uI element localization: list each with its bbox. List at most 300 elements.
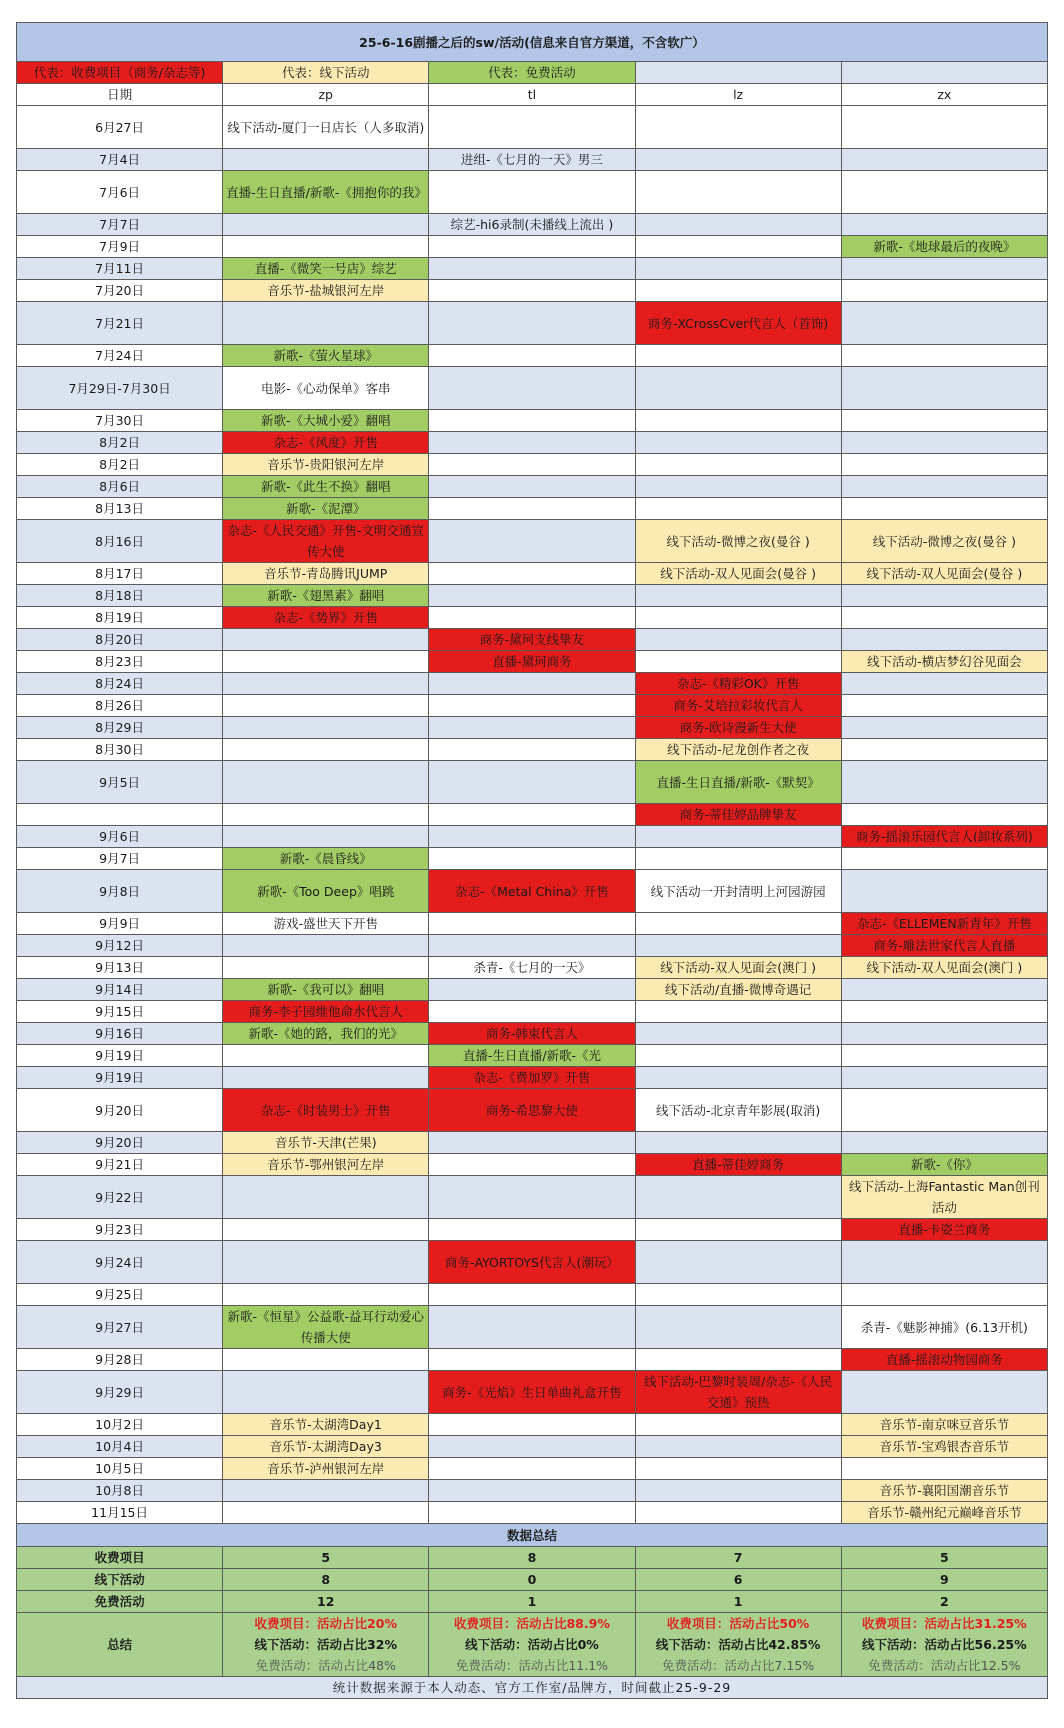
activity-cell: 线下活动-双人见面会(曼谷 ) (635, 563, 841, 585)
activity-cell: 杂志-《人民交通》开售-文明交通宣传大使 (223, 520, 429, 563)
legend-empty (841, 62, 1047, 84)
summary-value: 8 (223, 1569, 429, 1591)
total-paid: 收费项目：活动占比31.25% (862, 1616, 1027, 1631)
activity-cell (841, 1371, 1047, 1414)
activity-cell (429, 236, 635, 258)
activity-cell (635, 258, 841, 280)
activity-cell: 杀青-《魅影神捕》(6.13开机) (841, 1306, 1047, 1349)
activity-cell (429, 280, 635, 302)
summary-value: 5 (223, 1547, 429, 1569)
activity-cell (635, 1241, 841, 1284)
date-cell: 9月6日 (17, 826, 223, 848)
column-header-zp: zp (223, 84, 429, 106)
activity-cell (429, 171, 635, 214)
activity-cell (841, 717, 1047, 739)
activity-cell (841, 739, 1047, 761)
table-row (17, 739, 1048, 761)
legend-offline: 代表：线下活动 (223, 62, 429, 84)
activity-cell (635, 1023, 841, 1045)
activity-cell (223, 629, 429, 651)
activity-cell (841, 761, 1047, 804)
activity-cell (841, 695, 1047, 717)
date-cell: 9月16日 (17, 1023, 223, 1045)
activity-cell (429, 1306, 635, 1349)
total-paid: 收费项目：活动占比50% (666, 1616, 810, 1631)
date-cell: 9月28日 (17, 1349, 223, 1371)
table-row (17, 563, 1048, 585)
activity-cell: 直播-卡姿兰商务 (841, 1219, 1047, 1241)
activity-cell: 新歌-《翅黑素》翻唱 (223, 585, 429, 607)
activity-cell (429, 1414, 635, 1436)
activity-cell: 商务-XCrossCver代言人（首饰) (635, 302, 841, 345)
activity-cell (223, 1241, 429, 1284)
summary-value: 12 (223, 1591, 429, 1613)
activity-cell (841, 171, 1047, 214)
activity-cell (429, 1349, 635, 1371)
date-cell: 10月5日 (17, 1458, 223, 1480)
activity-cell (429, 432, 635, 454)
activity-cell (841, 1045, 1047, 1067)
date-cell: 8月17日 (17, 563, 223, 585)
legend-empty (635, 62, 841, 84)
table-row (17, 1306, 1048, 1349)
activity-cell: 线下活动-北京青年影展(取消) (635, 1089, 841, 1132)
table-row (17, 695, 1048, 717)
activity-cell: 直播-生日直播/新歌-《默契》 (635, 761, 841, 804)
activity-cell (841, 280, 1047, 302)
date-cell: 9月12日 (17, 935, 223, 957)
table-row (17, 258, 1048, 280)
table-row (17, 149, 1048, 171)
activity-cell (841, 498, 1047, 520)
activity-cell: 音乐节-南京咪豆音乐节 (841, 1414, 1047, 1436)
summary-label: 免费活动 (17, 1591, 223, 1613)
table-row (17, 935, 1048, 957)
column-header-tl: tl (429, 84, 635, 106)
activity-cell (429, 563, 635, 585)
activity-cell (635, 106, 841, 149)
activity-cell: 游戏-盛世天下开售 (223, 913, 429, 935)
activity-cell: 音乐节-贵阳银河左岸 (223, 454, 429, 476)
summary-value: 1 (635, 1591, 841, 1613)
table-row (17, 804, 1048, 826)
activity-cell: 商务-欧诗漫新生大使 (635, 717, 841, 739)
activity-cell (841, 607, 1047, 629)
table-row (17, 1023, 1048, 1045)
table-row (17, 1284, 1048, 1306)
activity-cell (429, 498, 635, 520)
date-cell: 8月23日 (17, 651, 223, 673)
activity-cell (429, 1176, 635, 1219)
activity-cell (635, 1045, 841, 1067)
table-row (17, 454, 1048, 476)
date-cell: 9月27日 (17, 1306, 223, 1349)
date-cell: 8月13日 (17, 498, 223, 520)
activity-cell: 新歌-《你》 (841, 1154, 1047, 1176)
table-row (17, 410, 1048, 432)
activity-cell: 线下活动-双人见面会(曼谷 ) (841, 563, 1047, 585)
date-cell: 7月20日 (17, 280, 223, 302)
activity-cell (429, 739, 635, 761)
activity-cell (635, 280, 841, 302)
activity-cell: 电影-《心动保单》客串 (223, 367, 429, 410)
activity-cell: 商务-希思黎大使 (429, 1089, 635, 1132)
table-row (17, 1371, 1048, 1414)
activity-cell: 杂志-《风度》开售 (223, 432, 429, 454)
date-cell: 8月24日 (17, 673, 223, 695)
activity-cell (635, 913, 841, 935)
activity-cell (841, 345, 1047, 367)
activity-cell (841, 979, 1047, 1001)
date-cell: 8月2日 (17, 454, 223, 476)
activity-cell (429, 1219, 635, 1241)
activity-cell: 新歌-《泥潭》 (223, 498, 429, 520)
activity-cell: 直播-摇滚动物园商务 (841, 1349, 1047, 1371)
table-row (17, 1480, 1048, 1502)
table-row (17, 673, 1048, 695)
activity-cell (635, 1349, 841, 1371)
table-row (17, 280, 1048, 302)
activity-cell (841, 1284, 1047, 1306)
table-row (17, 848, 1048, 870)
activity-cell (223, 302, 429, 345)
activity-cell (223, 673, 429, 695)
column-header-lz: lz (635, 84, 841, 106)
activity-cell (841, 629, 1047, 651)
activity-cell (223, 1219, 429, 1241)
date-cell: 9月19日 (17, 1045, 223, 1067)
date-cell: 10月2日 (17, 1414, 223, 1436)
activity-cell: 直播-黛珂商务 (429, 651, 635, 673)
date-cell: 9月22日 (17, 1176, 223, 1219)
activity-cell (429, 804, 635, 826)
activity-cell (635, 498, 841, 520)
activity-cell: 商务-蒂佳婷品牌挚友 (635, 804, 841, 826)
column-header-date: 日期 (17, 84, 223, 106)
activity-cell: 音乐节-天津(芒果) (223, 1132, 429, 1154)
table-row (17, 717, 1048, 739)
activity-cell (223, 761, 429, 804)
date-cell: 7月21日 (17, 302, 223, 345)
table-row (17, 432, 1048, 454)
activity-cell: 音乐节-青岛腾讯JUMP (223, 563, 429, 585)
table-row (17, 1458, 1048, 1480)
table-row (17, 1176, 1048, 1219)
activity-cell (841, 585, 1047, 607)
activity-cell (635, 1176, 841, 1219)
table-row (17, 171, 1048, 214)
activity-cell (223, 1045, 429, 1067)
activity-cell (635, 410, 841, 432)
date-cell (17, 804, 223, 826)
date-cell: 8月29日 (17, 717, 223, 739)
column-header-zx: zx (841, 84, 1047, 106)
activity-cell (841, 1241, 1047, 1284)
activity-cell (635, 1067, 841, 1089)
activity-cell: 新歌-《此生不换》翻唱 (223, 476, 429, 498)
activity-cell (429, 476, 635, 498)
date-cell: 7月29日-7月30日 (17, 367, 223, 410)
activity-cell: 音乐节-泸州银河左岸 (223, 1458, 429, 1480)
activity-cell: 杀青-《七月的一天》 (429, 957, 635, 979)
activity-cell (223, 214, 429, 236)
activity-cell (223, 1480, 429, 1502)
table-row (17, 913, 1048, 935)
activity-cell (223, 149, 429, 171)
table-row (17, 761, 1048, 804)
legend-paid: 代表：收费项目（商务/杂志等) (17, 62, 223, 84)
activity-cell (635, 476, 841, 498)
table-row (17, 826, 1048, 848)
activity-cell (223, 826, 429, 848)
activity-cell: 线下活动-巴黎时装周/杂志-《人民交通》预热 (635, 1371, 841, 1414)
activity-cell (841, 1001, 1047, 1023)
date-cell: 8月6日 (17, 476, 223, 498)
activity-cell (841, 214, 1047, 236)
activity-cell (635, 454, 841, 476)
activity-cell (429, 607, 635, 629)
total-paid: 收费项目：活动占比20% (254, 1616, 397, 1631)
table-row (17, 629, 1048, 651)
activity-cell (635, 1414, 841, 1436)
activity-cell (635, 607, 841, 629)
table-row (17, 367, 1048, 410)
total-offline: 线下活动：活动占比42.85% (655, 1637, 821, 1652)
summary-row-offline (17, 1569, 1048, 1591)
table-row (17, 214, 1048, 236)
activity-cell (223, 1067, 429, 1089)
activity-cell: 杂志-《Metal China》开售 (429, 870, 635, 913)
total-offline: 线下活动：活动占比0% (465, 1637, 599, 1652)
activity-cell: 新歌-《Too Deep》唱跳 (223, 870, 429, 913)
activity-cell: 线下活动-上海Fantastic Man创刊活动 (841, 1176, 1047, 1219)
activity-cell (429, 258, 635, 280)
table-row (17, 1414, 1048, 1436)
date-cell: 8月16日 (17, 520, 223, 563)
activity-cell (429, 520, 635, 563)
activity-cell (429, 302, 635, 345)
activity-cell (429, 1154, 635, 1176)
date-cell: 9月7日 (17, 848, 223, 870)
summary-label: 线下活动 (17, 1569, 223, 1591)
activity-cell: 线下活动-尼龙创作者之夜 (635, 739, 841, 761)
activity-cell: 线下活动/直播-微博奇遇记 (635, 979, 841, 1001)
activity-cell (635, 629, 841, 651)
activity-cell (223, 957, 429, 979)
activity-cell: 杂志-《ELLEMEN新青年》开售 (841, 913, 1047, 935)
total-free: 免费活动：活动占比48% (255, 1658, 396, 1673)
table-row (17, 607, 1048, 629)
activity-cell: 杂志-《费加罗》开售 (429, 1067, 635, 1089)
activity-cell (223, 1502, 429, 1524)
activity-cell (635, 214, 841, 236)
activity-cell: 音乐节-宝鸡银杏音乐节 (841, 1436, 1047, 1458)
table-row (17, 520, 1048, 563)
activity-cell: 线下活动-厦门一日店长（人多取消) (223, 106, 429, 149)
activity-cell (841, 1132, 1047, 1154)
activity-cell (841, 1458, 1047, 1480)
activity-cell (841, 432, 1047, 454)
activity-cell: 线下活动-横店梦幻谷见面会 (841, 651, 1047, 673)
activity-cell (223, 1371, 429, 1414)
date-cell: 9月29日 (17, 1371, 223, 1414)
activity-cell (841, 1089, 1047, 1132)
date-cell: 9月25日 (17, 1284, 223, 1306)
date-cell: 9月5日 (17, 761, 223, 804)
table-row (17, 236, 1048, 258)
activity-cell (635, 826, 841, 848)
activity-cell (223, 1176, 429, 1219)
table-row (17, 1045, 1048, 1067)
activity-cell: 进组-《七月的一天》男三 (429, 149, 635, 171)
activity-cell (429, 935, 635, 957)
activity-cell: 新歌-《晨昏线》 (223, 848, 429, 870)
date-cell: 11月15日 (17, 1502, 223, 1524)
summary-value: 7 (635, 1547, 841, 1569)
activity-cell: 线下活动-双人见面会(澳门 ) (635, 957, 841, 979)
activity-cell (635, 171, 841, 214)
table-row (17, 345, 1048, 367)
activity-cell (841, 673, 1047, 695)
activity-cell (635, 848, 841, 870)
activity-cell: 新歌-《我可以》翻唱 (223, 979, 429, 1001)
activity-cell (841, 302, 1047, 345)
summary-value: 9 (841, 1569, 1047, 1591)
activity-cell (429, 695, 635, 717)
activity-cell (429, 1001, 635, 1023)
activity-cell: 直播-《微笑一号店》综艺 (223, 258, 429, 280)
activity-cell: 综艺-hi6录制(未播线上流出 ) (429, 214, 635, 236)
activity-cell (223, 695, 429, 717)
date-cell: 8月30日 (17, 739, 223, 761)
table-row (17, 1067, 1048, 1089)
activity-cell (429, 761, 635, 804)
activity-cell (429, 585, 635, 607)
total-paid: 收费项目：活动占比88.9% (453, 1616, 610, 1631)
activity-cell: 新歌-《她的路，我们的光》 (223, 1023, 429, 1045)
activity-cell (841, 106, 1047, 149)
table-row (17, 302, 1048, 345)
activity-cell (429, 826, 635, 848)
date-cell: 7月11日 (17, 258, 223, 280)
table-row (17, 585, 1048, 607)
activity-cell (223, 1284, 429, 1306)
activity-cell (223, 739, 429, 761)
activity-cell (429, 1480, 635, 1502)
activity-table (16, 22, 1048, 1699)
activity-cell (223, 236, 429, 258)
date-cell: 8月19日 (17, 607, 223, 629)
date-cell: 9月13日 (17, 957, 223, 979)
activity-cell: 直播-生日直播/新歌-《拥抱你的我》 (223, 171, 429, 214)
activity-cell (635, 1502, 841, 1524)
date-cell: 7月30日 (17, 410, 223, 432)
summary-heading: 数据总结 (17, 1524, 1048, 1547)
summary-body (17, 1524, 1048, 1699)
total-free: 免费活动：活动占比7.15% (661, 1658, 815, 1673)
activity-cell: 音乐节-襄阳国潮音乐节 (841, 1480, 1047, 1502)
table-row (17, 1154, 1048, 1176)
table-row (17, 1349, 1048, 1371)
activity-cell (223, 717, 429, 739)
activity-cell: 杂志-《精彩OK》开售 (635, 673, 841, 695)
activity-cell (841, 367, 1047, 410)
activity-cell (635, 1480, 841, 1502)
activity-cell: 线下活动-微博之夜(曼谷 ) (635, 520, 841, 563)
activity-cell (635, 345, 841, 367)
activity-cell (635, 585, 841, 607)
date-cell: 6月27日 (17, 106, 223, 149)
summary-value: 6 (635, 1569, 841, 1591)
activity-cell (841, 870, 1047, 913)
total-free: 免费活动：活动占比12.5% (868, 1658, 1021, 1673)
activity-cell (841, 454, 1047, 476)
activity-cell: 新歌-《大城小爱》翻唱 (223, 410, 429, 432)
table-row (17, 979, 1048, 1001)
table-row (17, 957, 1048, 979)
date-cell: 7月9日 (17, 236, 223, 258)
activity-cell: 商务-雕法世家代言人直播 (841, 935, 1047, 957)
table-row (17, 1436, 1048, 1458)
activity-cell (841, 804, 1047, 826)
activity-cell (635, 1458, 841, 1480)
date-cell: 7月6日 (17, 171, 223, 214)
date-cell: 7月7日 (17, 214, 223, 236)
activity-cell: 商务-《光焰》生日单曲礼盒开售 (429, 1371, 635, 1414)
activity-cell (429, 1132, 635, 1154)
activity-cell: 音乐节-盐城银河左岸 (223, 280, 429, 302)
activity-sheet (16, 22, 1048, 1699)
date-cell: 9月19日 (17, 1067, 223, 1089)
date-cell: 9月15日 (17, 1001, 223, 1023)
summary-total-cell (841, 1613, 1047, 1677)
total-offline: 线下活动：活动占比56.25% (862, 1637, 1027, 1652)
date-cell: 9月14日 (17, 979, 223, 1001)
activity-cell (841, 476, 1047, 498)
table-row (17, 1001, 1048, 1023)
activity-cell: 直播-生日直播/新歌-《光 (429, 1045, 635, 1067)
summary-row-free (17, 1591, 1048, 1613)
activity-cell (429, 673, 635, 695)
activity-cell (635, 1284, 841, 1306)
column-header-row (17, 84, 1048, 106)
activity-cell (841, 258, 1047, 280)
table-row (17, 1502, 1048, 1524)
activity-cell (429, 454, 635, 476)
activity-cell (841, 410, 1047, 432)
activity-cell (635, 236, 841, 258)
activity-cell (429, 345, 635, 367)
table-row (17, 498, 1048, 520)
activity-cell (223, 651, 429, 673)
table-row (17, 106, 1048, 149)
summary-total-cell (429, 1613, 635, 1677)
activity-cell (635, 1219, 841, 1241)
table-row (17, 1089, 1048, 1132)
activity-cell: 线下活动一开封清明上河园游园 (635, 870, 841, 913)
date-cell: 9月20日 (17, 1132, 223, 1154)
activity-cell (429, 367, 635, 410)
activity-cell: 线下活动-微博之夜(曼谷 ) (841, 520, 1047, 563)
activity-cell: 新歌-《恒星》公益歌-益耳行动爱心传播大使 (223, 1306, 429, 1349)
activity-cell: 商务-AYORTOYS代言人(潮玩） (429, 1241, 635, 1284)
activity-cell (841, 848, 1047, 870)
activity-cell (429, 1284, 635, 1306)
activity-cell (223, 935, 429, 957)
summary-value: 2 (841, 1591, 1047, 1613)
summary-total-cell (635, 1613, 841, 1677)
activity-cell: 商务-韩束代言人 (429, 1023, 635, 1045)
